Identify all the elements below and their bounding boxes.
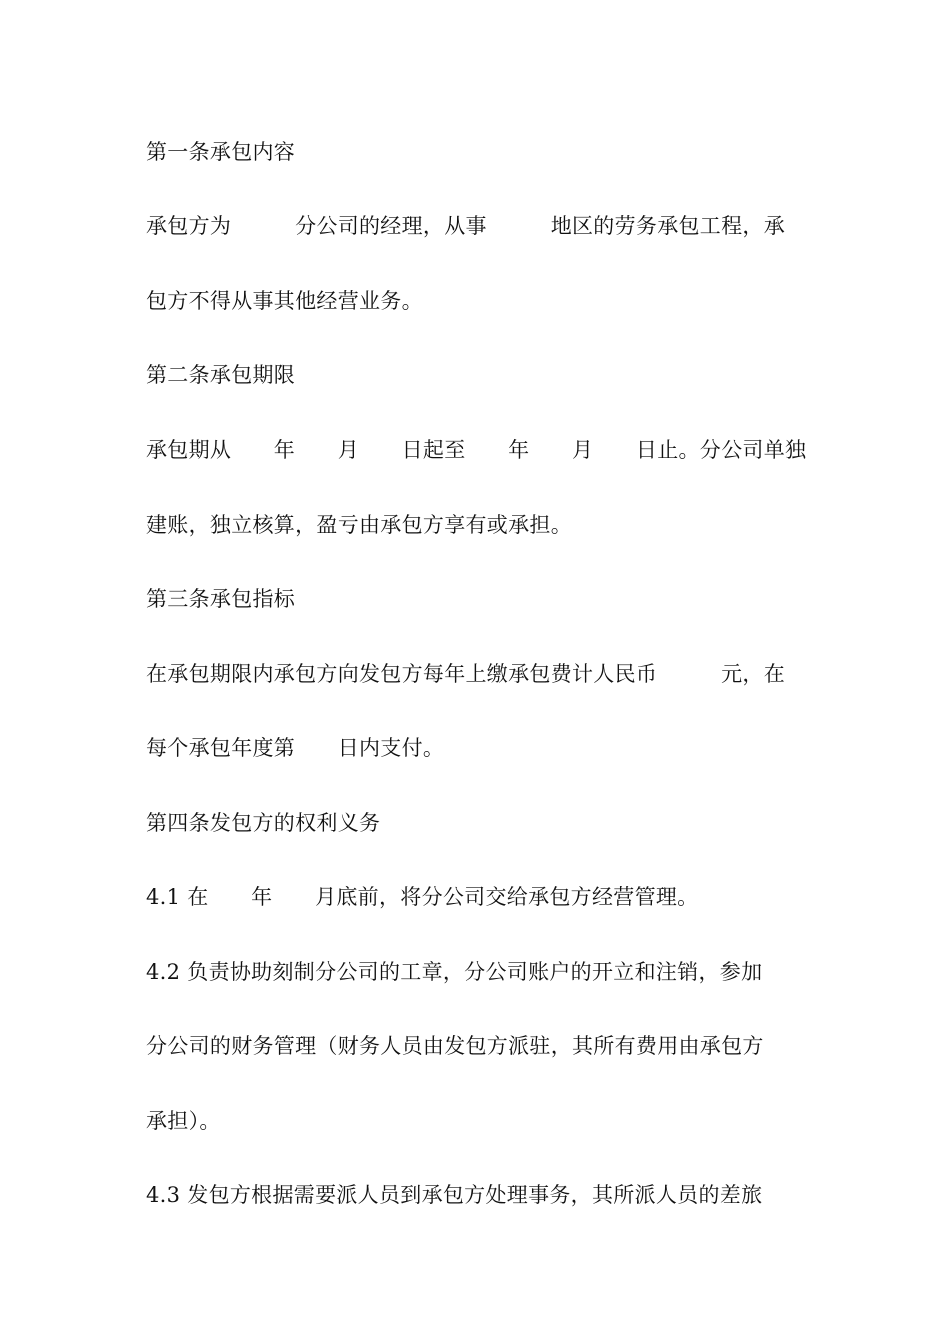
- paragraph-line: 在承包期限内承包方向发包方每年上缴承包费计人民币 元，在: [146, 662, 785, 686]
- clause-4-2: 4.2 负责协助刻制分公司的工章，分公司账户的开立和注销，参加: [146, 960, 763, 984]
- section-heading-2: 第二条承包期限: [146, 363, 296, 387]
- section-heading-4: 第四条发包方的权利义务: [146, 811, 381, 835]
- paragraph-line: 承包方为 分公司的经理，从事 地区的劳务承包工程，承: [146, 214, 785, 238]
- paragraph-line: 承包期从 年 月 日起至 年 月 日止。分公司单独: [146, 438, 807, 462]
- paragraph-line: 每个承包年度第 日内支付。: [146, 736, 445, 760]
- section-heading-1: 第一条承包内容: [146, 140, 296, 164]
- section-heading-3: 第三条承包指标: [146, 587, 296, 611]
- clause-4-1: 4.1 在 年 月底前，将分公司交给承包方经营管理。: [146, 885, 699, 909]
- paragraph-line: 承担）。: [146, 1109, 221, 1133]
- clause-4-3: 4.3 发包方根据需要派人员到承包方处理事务，其所派人员的差旅: [146, 1183, 763, 1207]
- paragraph-line: 分公司的财务管理（财务人员由发包方派驻，其所有费用由承包方: [146, 1034, 764, 1058]
- paragraph-line: 包方不得从事其他经营业务。: [146, 289, 423, 313]
- paragraph-line: 建账，独立核算，盈亏由承包方享有或承担。: [146, 513, 572, 537]
